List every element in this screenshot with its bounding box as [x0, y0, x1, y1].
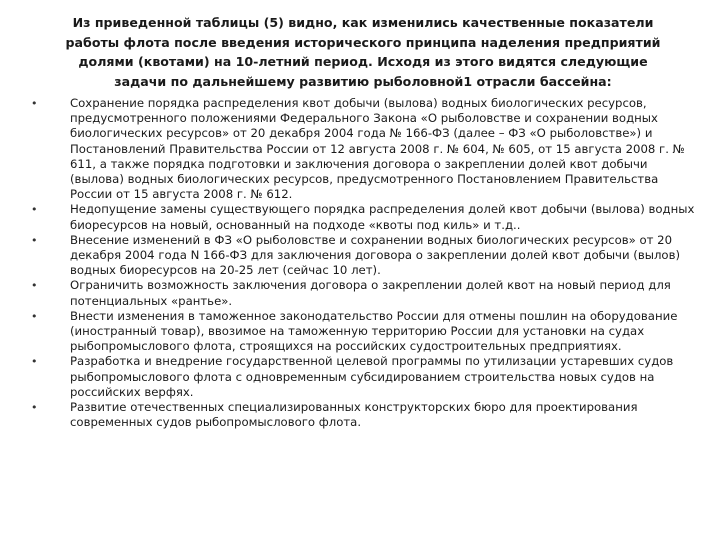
bullet-dot-icon: •	[31, 401, 38, 415]
list-item-text: Внесение изменений в ФЗ «О рыболовстве и сохранении водных биологических ресурсов» от 20 декабря 2004 года N 166-ФЗ для заключения договора о закреплении долей квот добычи (вылов) водных биоресурсов на 20-25 лет (сейчас 10 лет).	[70, 232, 681, 278]
bullet-dot-icon: •	[31, 233, 38, 247]
list-item-text: Развитие отечественных специализированных конструкторских бюро для проектирования современных судов рыбопромыслового флота.	[70, 400, 638, 430]
list-item-text: Внести изменения в таможенное законодательство России для отмены пошлин на оборудование (иностранный товар), ввозимое на таможенную территорию России для установки на судах рыбопромыслового флота, строящихся на российских судостроительных предприятиях.	[70, 308, 678, 354]
list-item-text: Разработка и внедрение государственной целевой программы по утилизации устаревших судов рыбопромыслового флота с одновременным субсидированием строительства новых судов на российских верфях.	[70, 354, 674, 399]
bullet-dot-icon: •	[31, 309, 38, 323]
list-item-text: Сохранение порядка распределения квот добычи (вылова) водных биологических ресурсов, предусмотренного положениями Федерального Закона «О рыболовстве и сохранении водных биологических ресурсов» от 20 декабря 2004 года № 166-ФЗ (далее – ФЗ «О рыболовстве») и Постановлений Правительства России от 12 августа 2008 г. № 604, № 605, от 15 августа 2008 г. № 611, а также порядка подготовки и заключения договора о закреплении долей квот добычи (вылова) водных биологических ресурсов, предусмотренного Постановлением Правительства России от 15 августа 2008 г. № 612.	[70, 96, 685, 202]
bullet-dot-icon: •	[31, 203, 38, 217]
task-list	[30, 96, 702, 430]
list-item	[30, 400, 702, 430]
list-item	[30, 233, 702, 279]
bullet-dot-icon: •	[31, 97, 38, 110]
bullet-dot-icon: •	[31, 355, 38, 369]
list-item	[30, 309, 702, 355]
list-item-text: Недопущение замены существующего порядка распределения долей квот добычи (вылова) водных биоресурсов на новый, основанный на подходе «квоты под киль» и т.д..	[70, 202, 695, 232]
bullet-dot-icon: •	[31, 279, 38, 293]
list-item	[30, 278, 702, 308]
slide-heading: Из приведенной таблицы (5) видно, как изменились качественные показатели работы флота после введения исторического принципа наделения предприятий долями (квотами) на 10-летний период. Исходя из этого видятся следующие задачи по дальнейшему развитию рыболовной1 отрасли бассейна:	[65, 15, 661, 89]
list-item	[30, 202, 702, 232]
list-item	[30, 96, 702, 202]
list-item-text: Ограничить возможность заключения договора о закреплении долей квот на новый период для потенциальных «рантье».	[70, 278, 671, 308]
list-item	[30, 354, 702, 400]
